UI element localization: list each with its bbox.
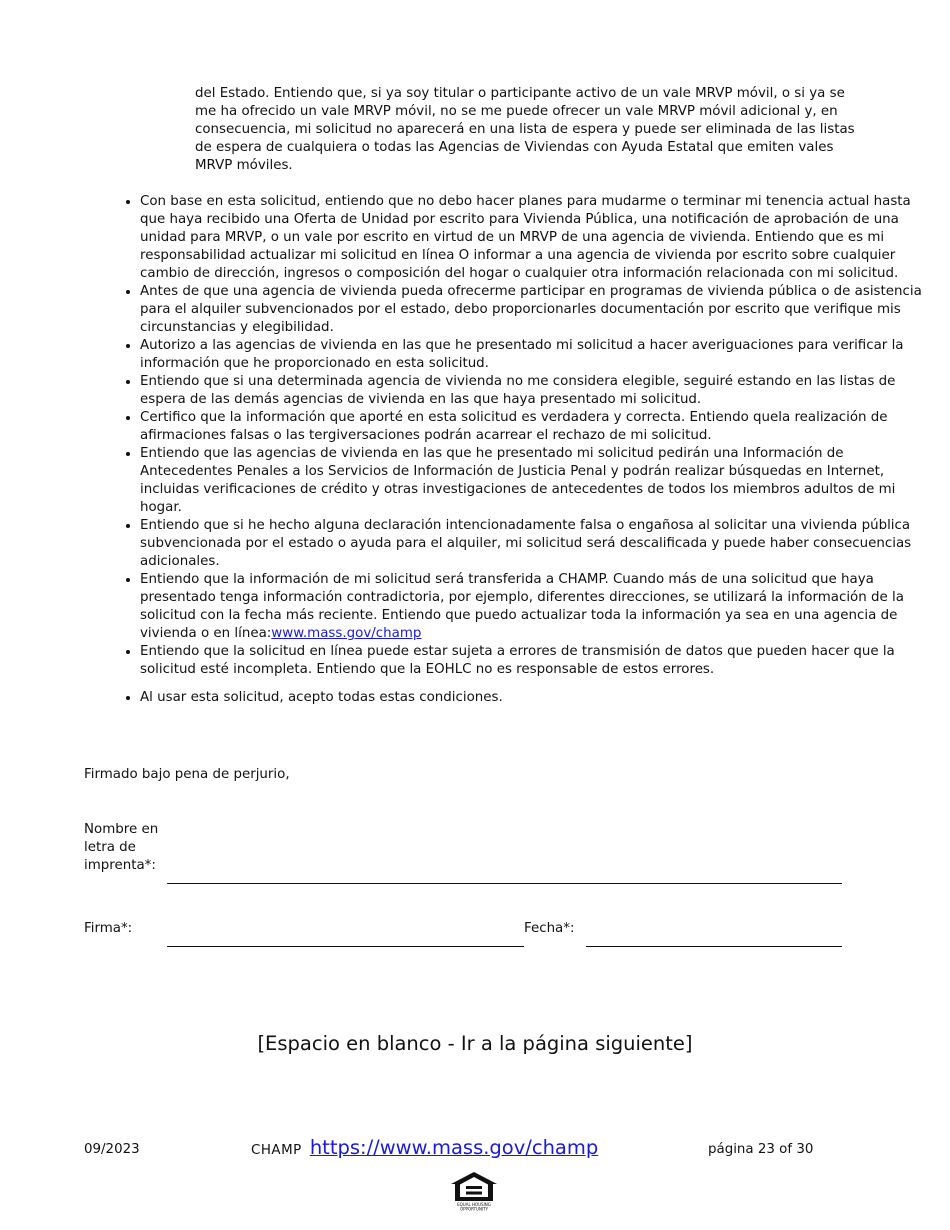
- list-item-text: Entiendo que la solicitud en línea puede estar sujeta a errores de transmisión de datos que pueden hacer que la solicitud esté incompleta. Entiendo que la EOHLC no es responsable de estos errores.: [140, 644, 895, 677]
- list-item-text: Con base en esta solicitud, entiendo que no debo hacer planes para mudarme o terminar mi tenencia actual hasta que haya recibido una Oferta de Unidad por escrito para Vivienda Pública, una notificación de aprobación de una unidad para MRVP, o un vale por escrito en virtud de un MRVP de una agencia de vivienda. Entiendo que es mi responsabilidad actualizar mi solicitud en línea O informar a una agencia de vivienda por escrito sobre cualquier cambio de dirección, ingresos o composición del hogar o cualquier otra información relacionada con mi solicitud.: [140, 194, 911, 281]
- list-item-text: Entiendo que si he hecho alguna declaración intencionadamente falsa o engañosa al solicitar una vivienda pública subvencionada por el estado o ayuda para el alquiler, mi solicitud será descalificada y puede haber consecuencias adicionales.: [140, 518, 912, 569]
- list-item: [140, 571, 922, 643]
- list-item: [140, 409, 922, 445]
- equal-housing-icon: [450, 1171, 498, 1211]
- list-item-text: Entiendo que si una determinada agencia de vivienda no me considera elegible, seguiré estando en las listas de espera de las demás agencias de vivienda en las que haya presentado mi solicitud.: [140, 374, 896, 407]
- printed-name-label: Nombre en letra de imprenta*:: [84, 822, 159, 873]
- blank-space-note: [Espacio en blanco - Ir a la página siguiente]: [257, 1032, 693, 1055]
- list-item: [140, 283, 922, 337]
- signature-field[interactable]: [167, 946, 524, 947]
- list-item-text: Al usar esta solicitud, acepto todas estas condiciones.: [140, 690, 503, 705]
- list-item-text: Certifico que la información que aporté en esta solicitud es verdadera y correcta. Entiendo quela realización de afirmaciones falsas o las tergiversaciones podrán acarrear el rechazo de mi solicitud.: [140, 410, 888, 443]
- list-item: [140, 643, 922, 679]
- list-item-text: Autorizo a las agencias de vivienda en las que he presentado mi solicitud a hacer averiguaciones para verificar la información que he proporcionado en esta solicitud.: [140, 338, 904, 371]
- list-item: [140, 517, 922, 571]
- equal-housing-logo-text-bottom: OPPORTUNITY: [459, 1206, 489, 1211]
- conditions-list: [88, 193, 922, 707]
- printed-name-field[interactable]: [167, 883, 842, 884]
- perjury-statement: Firmado bajo pena de perjurio,: [84, 767, 290, 782]
- date-label: Fecha*:: [524, 921, 575, 936]
- footer-date: 09/2023: [84, 1142, 140, 1157]
- list-item: [140, 193, 922, 283]
- footer-page-number: página 23 of 30: [708, 1142, 814, 1157]
- equal-housing-logo-text-top: EQUAL HOUSING: [457, 1202, 491, 1207]
- footer-champ-url[interactable]: https://www.mass.gov/champ: [309, 1136, 599, 1159]
- list-item: [140, 373, 922, 409]
- list-item-text: Antes de que una agencia de vivienda pueda ofrecerme participar en programas de vivienda pública o de asistencia para el alquiler subvencionados por el estado, debo proporcionarles documentación por escrito que verifique mis circunstancias y elegibilidad.: [140, 284, 922, 335]
- list-item: [140, 337, 922, 373]
- list-item: [140, 689, 922, 707]
- footer-champ-label: CHAMP: [251, 1143, 302, 1158]
- list-item-text: Entiendo que la información de mi solicitud será transferida a CHAMP. Cuando más de una solicitud que haya presentado tenga información contradictoria, por ejemplo, diferentes direcciones, se utilizará la información de la solicitud con la fecha más reciente. Entiendo que puedo actualizar toda la información ya sea en una agencia de vivienda o en línea:: [140, 572, 904, 641]
- list-item-text: Entiendo que las agencias de vivienda en las que he presentado mi solicitud pedirán una Información de Antecedentes Penales a los Servicios de Información de Justicia Penal y podrán realizar búsquedas en Internet, incluidas verificaciones de crédito y otras investigaciones de antecedentes de todos los miembros adultos de mi hogar.: [140, 446, 896, 515]
- list-item: [140, 445, 922, 517]
- date-field[interactable]: [586, 946, 842, 947]
- signature-label: Firma*:: [84, 921, 133, 936]
- continuation-paragraph: del Estado. Entiendo que, si ya soy titular o participante activo de un vale MRVP móvil, o si ya se me ha ofrecido un vale MRVP móvil, no se me puede ofrecer un vale MRVP móvil adicional y, en consecuencia, mi solicitud no aparecerá en una lista de espera y puede ser eliminada de las listas de espera de cualquiera o todas las Agencias de Viviendas con Ayuda Estatal que emiten vales MRVP móviles.: [195, 86, 855, 173]
- footer-champ: [251, 1136, 598, 1159]
- champ-link[interactable]: www.mass.gov/champ: [271, 626, 422, 641]
